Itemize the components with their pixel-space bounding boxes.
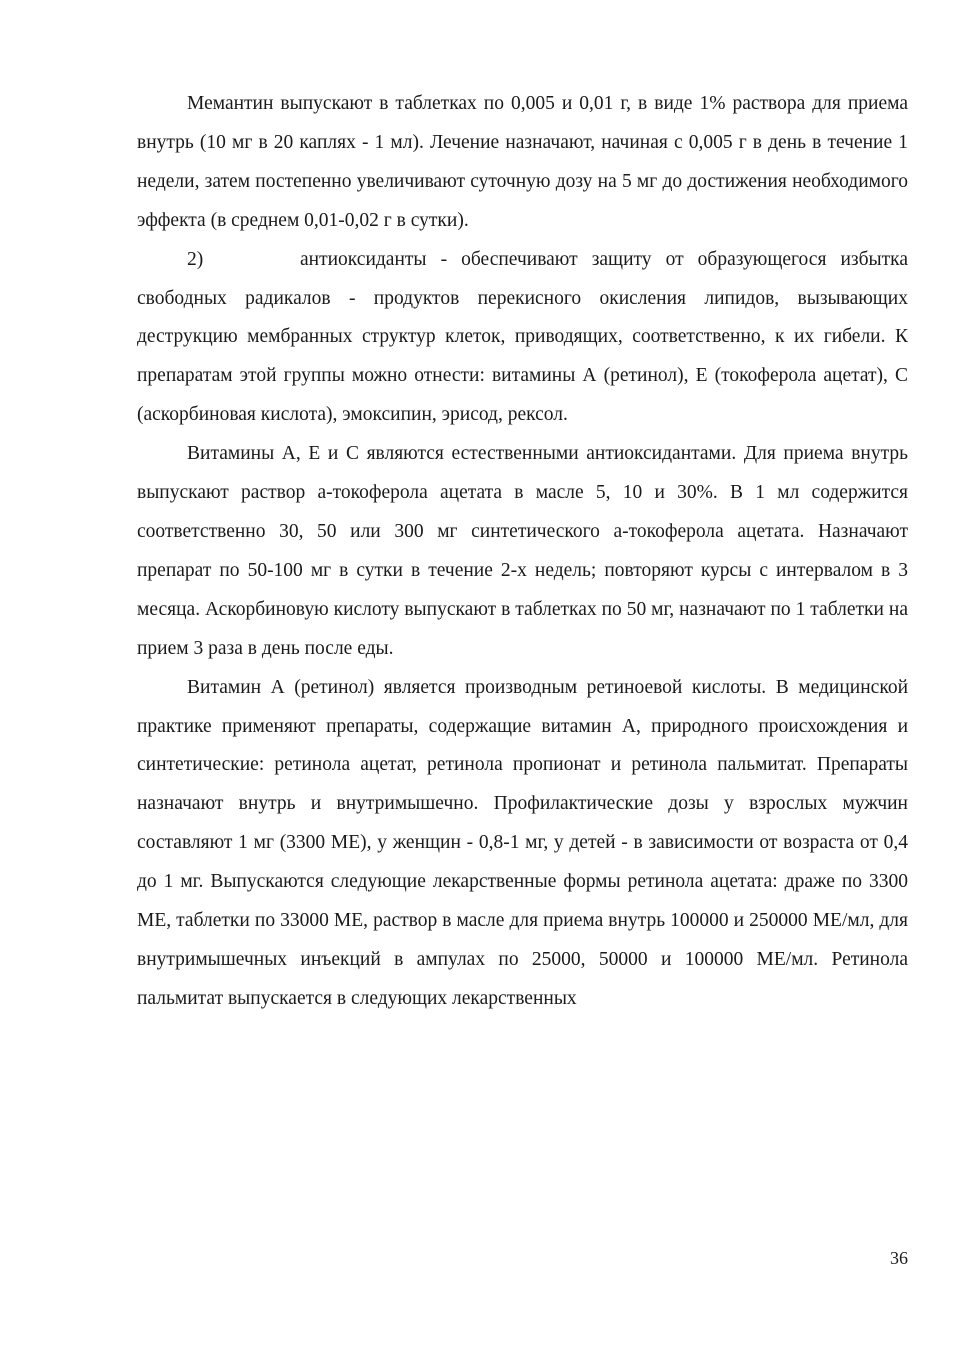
page-number: 36 bbox=[890, 1248, 908, 1268]
list-marker: 2) bbox=[187, 248, 204, 270]
list-item-text: антиоксиданты - обеспечивают защиту от образующегося избытка свободных радикалов - продуктов перекисного окисления липидов, вызывающих деструкцию мембранных структур клеток, приводящих, соответственно, к их гибели. К препаратам этой группы можно отнести: витамины А (ретинол), Е (токоферола ацетат), С (аскорбиновая кислота), эмоксипин, эрисод, рексол. bbox=[137, 248, 908, 426]
paragraph-vitamins-aec: Витамины А, Е и С являются естественными антиоксидантами. Для приема внутрь выпускают раствор а-токоферола ацетата в масле 5, 10 и 30%. В 1 мл содержится соответственно 30, 50 или 300 мг синтетического а-токоферола ацетата. Назначают препарат по 50-100 мг в сутки в течение 2-х недель; повторяют курсы с интервалом в 3 месяца. Аскорбиновую кислоту выпускают в таблетках по 50 мг, назначают по 1 таблетки на прием 3 раза в день после еды. bbox=[137, 443, 908, 659]
paragraph-memantine: Мемантин выпускают в таблетках по 0,005 и 0,01 г, в виде 1% раствора для приема внутрь (10 мг в 20 каплях - 1 мл). Лечение назначают, начиная с 0,005 г в день в течение 1 недели, затем постепенно увеличивают суточную дозу на 5 мг до достижения необходимого эффекта (в среднем 0,01-0,02 г в сутки). bbox=[137, 93, 908, 231]
paragraph-antioxidants bbox=[137, 241, 908, 436]
body-text bbox=[137, 85, 908, 1019]
paragraph-vitamin-a: Витамин А (ретинол) является производным ретиноевой кислоты. В медицинской практике применяют препараты, содержащие витамин А, природного происхождения и синтетические: ретинола ацетат, ретинола пропионат и ретинола пальмитат. Препараты назначают внутрь и внутримышечно. Профилактические дозы у взрослых мужчин составляют 1 мг (3300 МЕ), у женщин - 0,8-1 мг, у детей - в зависимости от возраста от 0,4 до 1 мг. Выпускаются следующие лекарственные формы ретинола ацетата: драже по 3300 МЕ, таблетки по 33000 МЕ, раствор в масле для приема внутрь 100000 и 250000 МЕ/мл, для внутримышечных инъекций в ампулах по 25000, 50000 и 100000 МЕ/мл. Ретинола пальмитат выпускается в следующих лекарственных bbox=[137, 676, 908, 1009]
